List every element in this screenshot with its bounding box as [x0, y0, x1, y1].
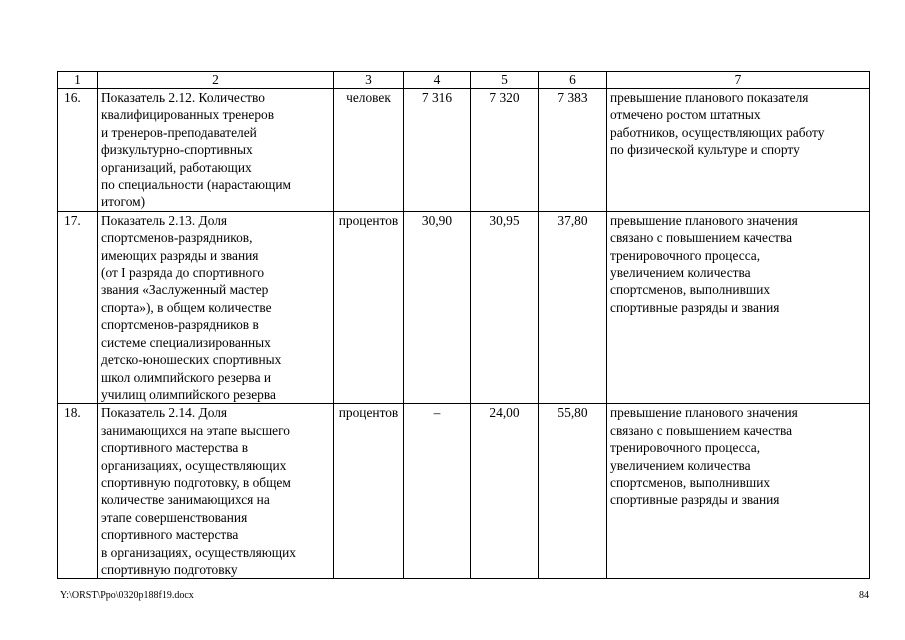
row-number-cell: 16. — [58, 89, 98, 212]
indicators-table — [57, 71, 870, 579]
explanation-cell: превышение планового показателя отмечено ростом штатных работников, осуществляющих работу по физической культуре и спорту — [607, 89, 870, 212]
footer-file-path: Y:\ORST\Ppo\0320p188f19.docx — [60, 590, 194, 601]
value-col6-cell: 55,80 — [539, 404, 607, 579]
unit-cell: процентов — [334, 404, 404, 579]
column-number-cell: 3 — [334, 72, 404, 89]
value-col4-cell: 7 316 — [404, 89, 471, 212]
table-row — [58, 211, 870, 403]
unit-cell: процентов — [334, 211, 404, 403]
column-number-cell: 4 — [404, 72, 471, 89]
indicator-name-cell: Показатель 2.13. Доля спортсменов-разрядников, имеющих разряды и звания (от I разряда до спортивного звания «Заслуженный мастер спорта»), в общем количестве спортсменов-разрядников в системе специализированных детско-юношеских спортивных школ олимпийского резерва и училищ олимпийского резерва — [98, 211, 334, 403]
value-col6-cell: 37,80 — [539, 211, 607, 403]
column-number-cell: 1 — [58, 72, 98, 89]
value-col4-cell: 30,90 — [404, 211, 471, 403]
explanation-cell: превышение планового значения связано с повышением качества тренировочного процесса, увеличением количества спортсменов, выполнивших спортивные разряды и звания — [607, 404, 870, 579]
table-header-row — [58, 72, 870, 89]
column-number-cell: 2 — [98, 72, 334, 89]
table-row — [58, 89, 870, 212]
indicator-name-cell: Показатель 2.12. Количество квалифицированных тренеров и тренеров-преподавателей физкультурно-спортивных организаций, работающих по специальности (нарастающим итогом) — [98, 89, 334, 212]
unit-cell: человек — [334, 89, 404, 212]
column-number-cell: 7 — [607, 72, 870, 89]
explanation-cell: превышение планового значения связано с повышением качества тренировочного процесса, увеличением количества спортсменов, выполнивших спортивные разряды и звания — [607, 211, 870, 403]
column-number-cell: 6 — [539, 72, 607, 89]
row-number-cell: 17. — [58, 211, 98, 403]
value-col5-cell: 7 320 — [471, 89, 539, 212]
value-col6-cell: 7 383 — [539, 89, 607, 212]
indicator-name-cell: Показатель 2.14. Доля занимающихся на этапе высшего спортивного мастерства в организациях, осуществляющих спортивную подготовку, в общем количестве занимающихся на этапе совершенствования спортивного мастерства в организациях, осуществляющих спортивную подготовку — [98, 404, 334, 579]
row-number-cell: 18. — [58, 404, 98, 579]
value-col5-cell: 24,00 — [471, 404, 539, 579]
column-number-cell: 5 — [471, 72, 539, 89]
table-row — [58, 404, 870, 579]
value-col4-cell: – — [404, 404, 471, 579]
document-table-container — [57, 71, 869, 579]
footer-page-number: 84 — [859, 590, 869, 601]
value-col5-cell: 30,95 — [471, 211, 539, 403]
